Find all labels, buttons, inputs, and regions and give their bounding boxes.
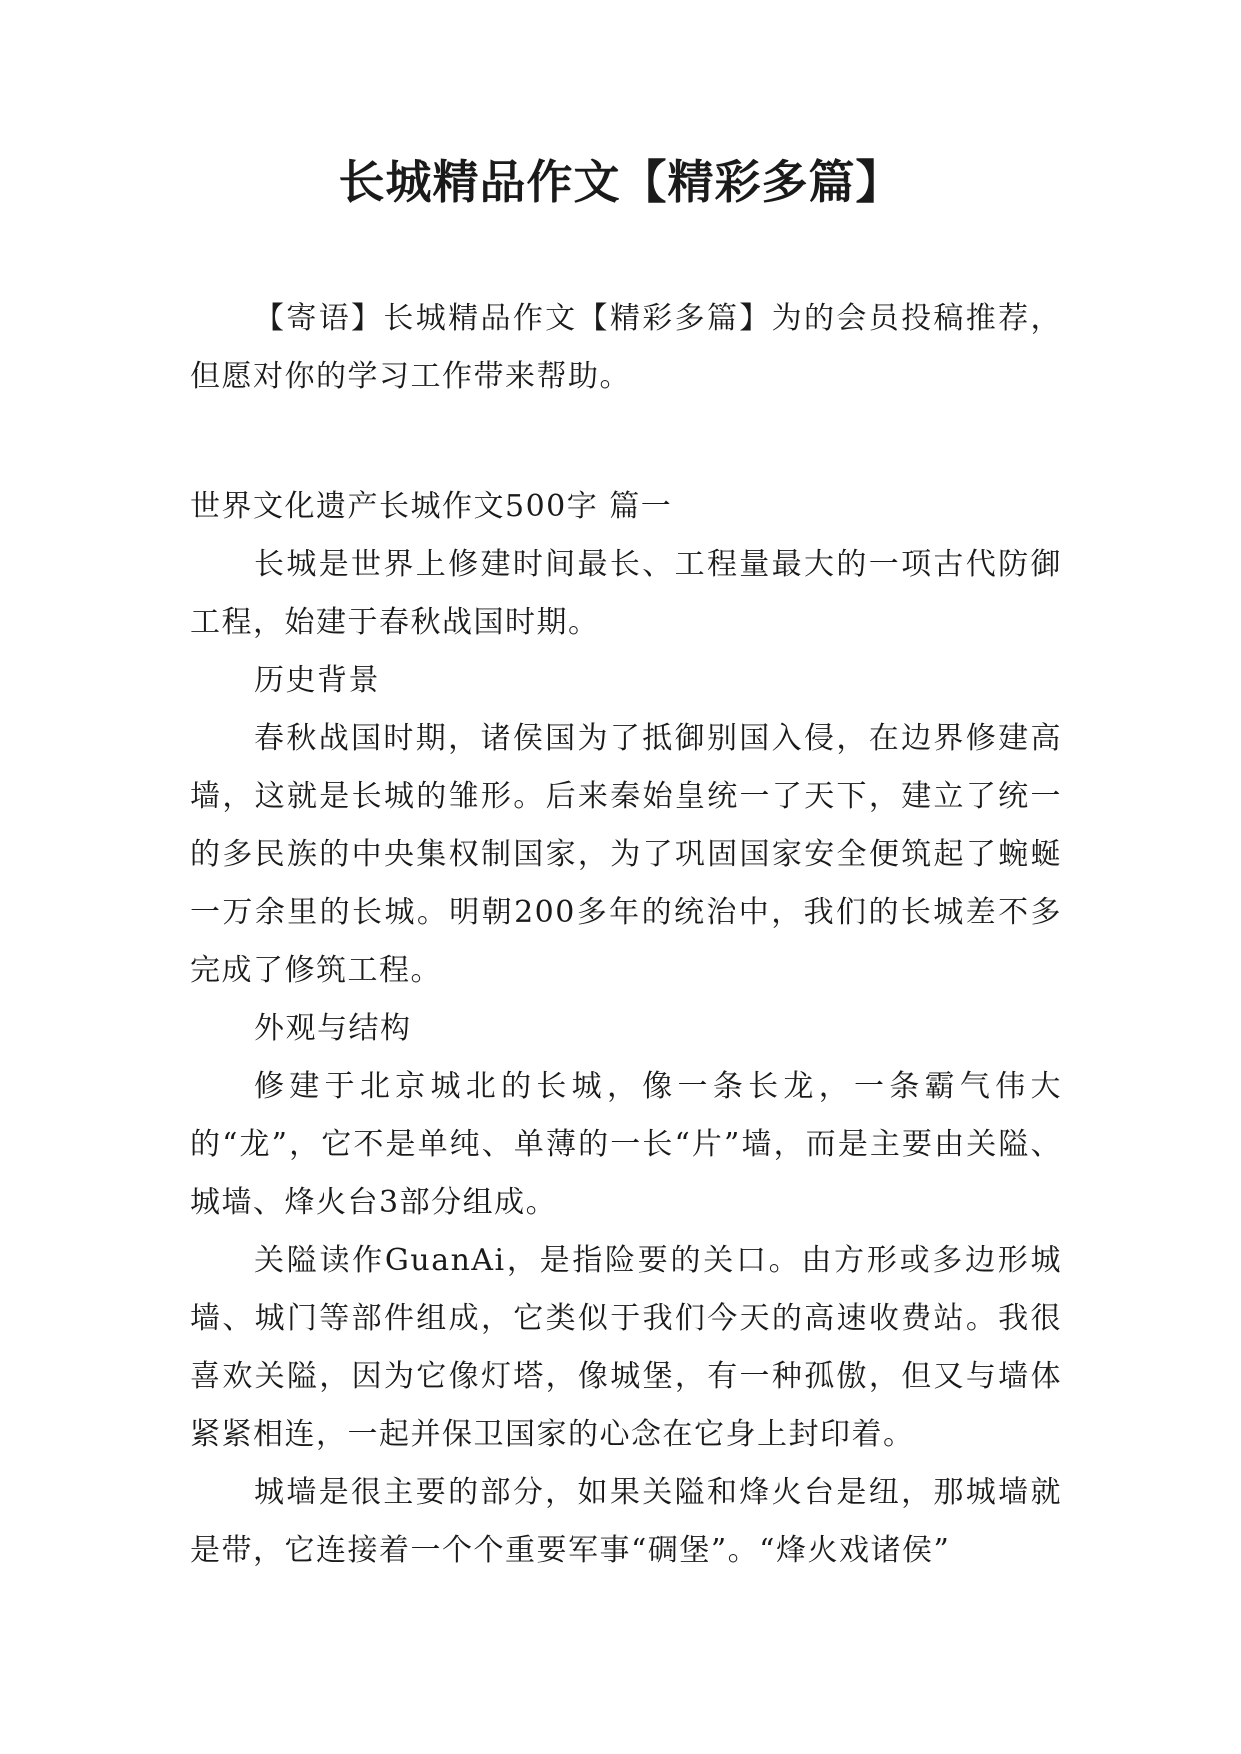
subheading-structure: 外观与结构 [254, 1011, 412, 1046]
section-heading: 世界文化遗产长城作文500字 篇一 [190, 489, 673, 524]
intro-paragraph: 【寄语】长城精品作文【精彩多篇】为的会员投稿推荐，但愿对你的学习工作带来帮助。 [190, 301, 1062, 394]
body-paragraph: 关隘读作GuanAi，是指险要的关口。由方形或多边形城墙、城门等部件组成，它类似于我们今天的高速收费站。我很喜欢关隘，因为它像灯塔，像城堡，有一种孤傲，但又与墙体紧紧相连，一起并保卫国家的心念在它身上封印着。 [190, 1243, 1062, 1452]
body-paragraph: 城墙是很主要的部分，如果关隘和烽火台是纽，那城墙就是带，它连接着一个个重要军事“碉堡”。“烽火戏诸侯” [190, 1475, 1062, 1568]
body-paragraph: 长城是世界上修建时间最长、工程量最大的一项古代防御工程，始建于春秋战国时期。 [190, 547, 1062, 640]
body-paragraph: 修建于北京城北的长城，像一条长龙，一条霸气伟大的“龙”，它不是单纯、单薄的一长“片”墙，而是主要由关隘、城墙、烽火台3部分组成。 [190, 1069, 1062, 1220]
subheading-history: 历史背景 [254, 663, 380, 698]
body-paragraph: 春秋战国时期，诸侯国为了抵御别国入侵，在边界修建高墙，这就是长城的雏形。后来秦始皇统一了天下，建立了统一的多民族的中央集权制国家，为了巩固国家安全便筑起了蜿蜒一万余里的长城。明朝200多年的统治中，我们的长城差不多完成了修筑工程。 [190, 721, 1062, 988]
document-body [190, 290, 1062, 1580]
document-title: 长城精品作文【精彩多篇】 [338, 155, 903, 209]
